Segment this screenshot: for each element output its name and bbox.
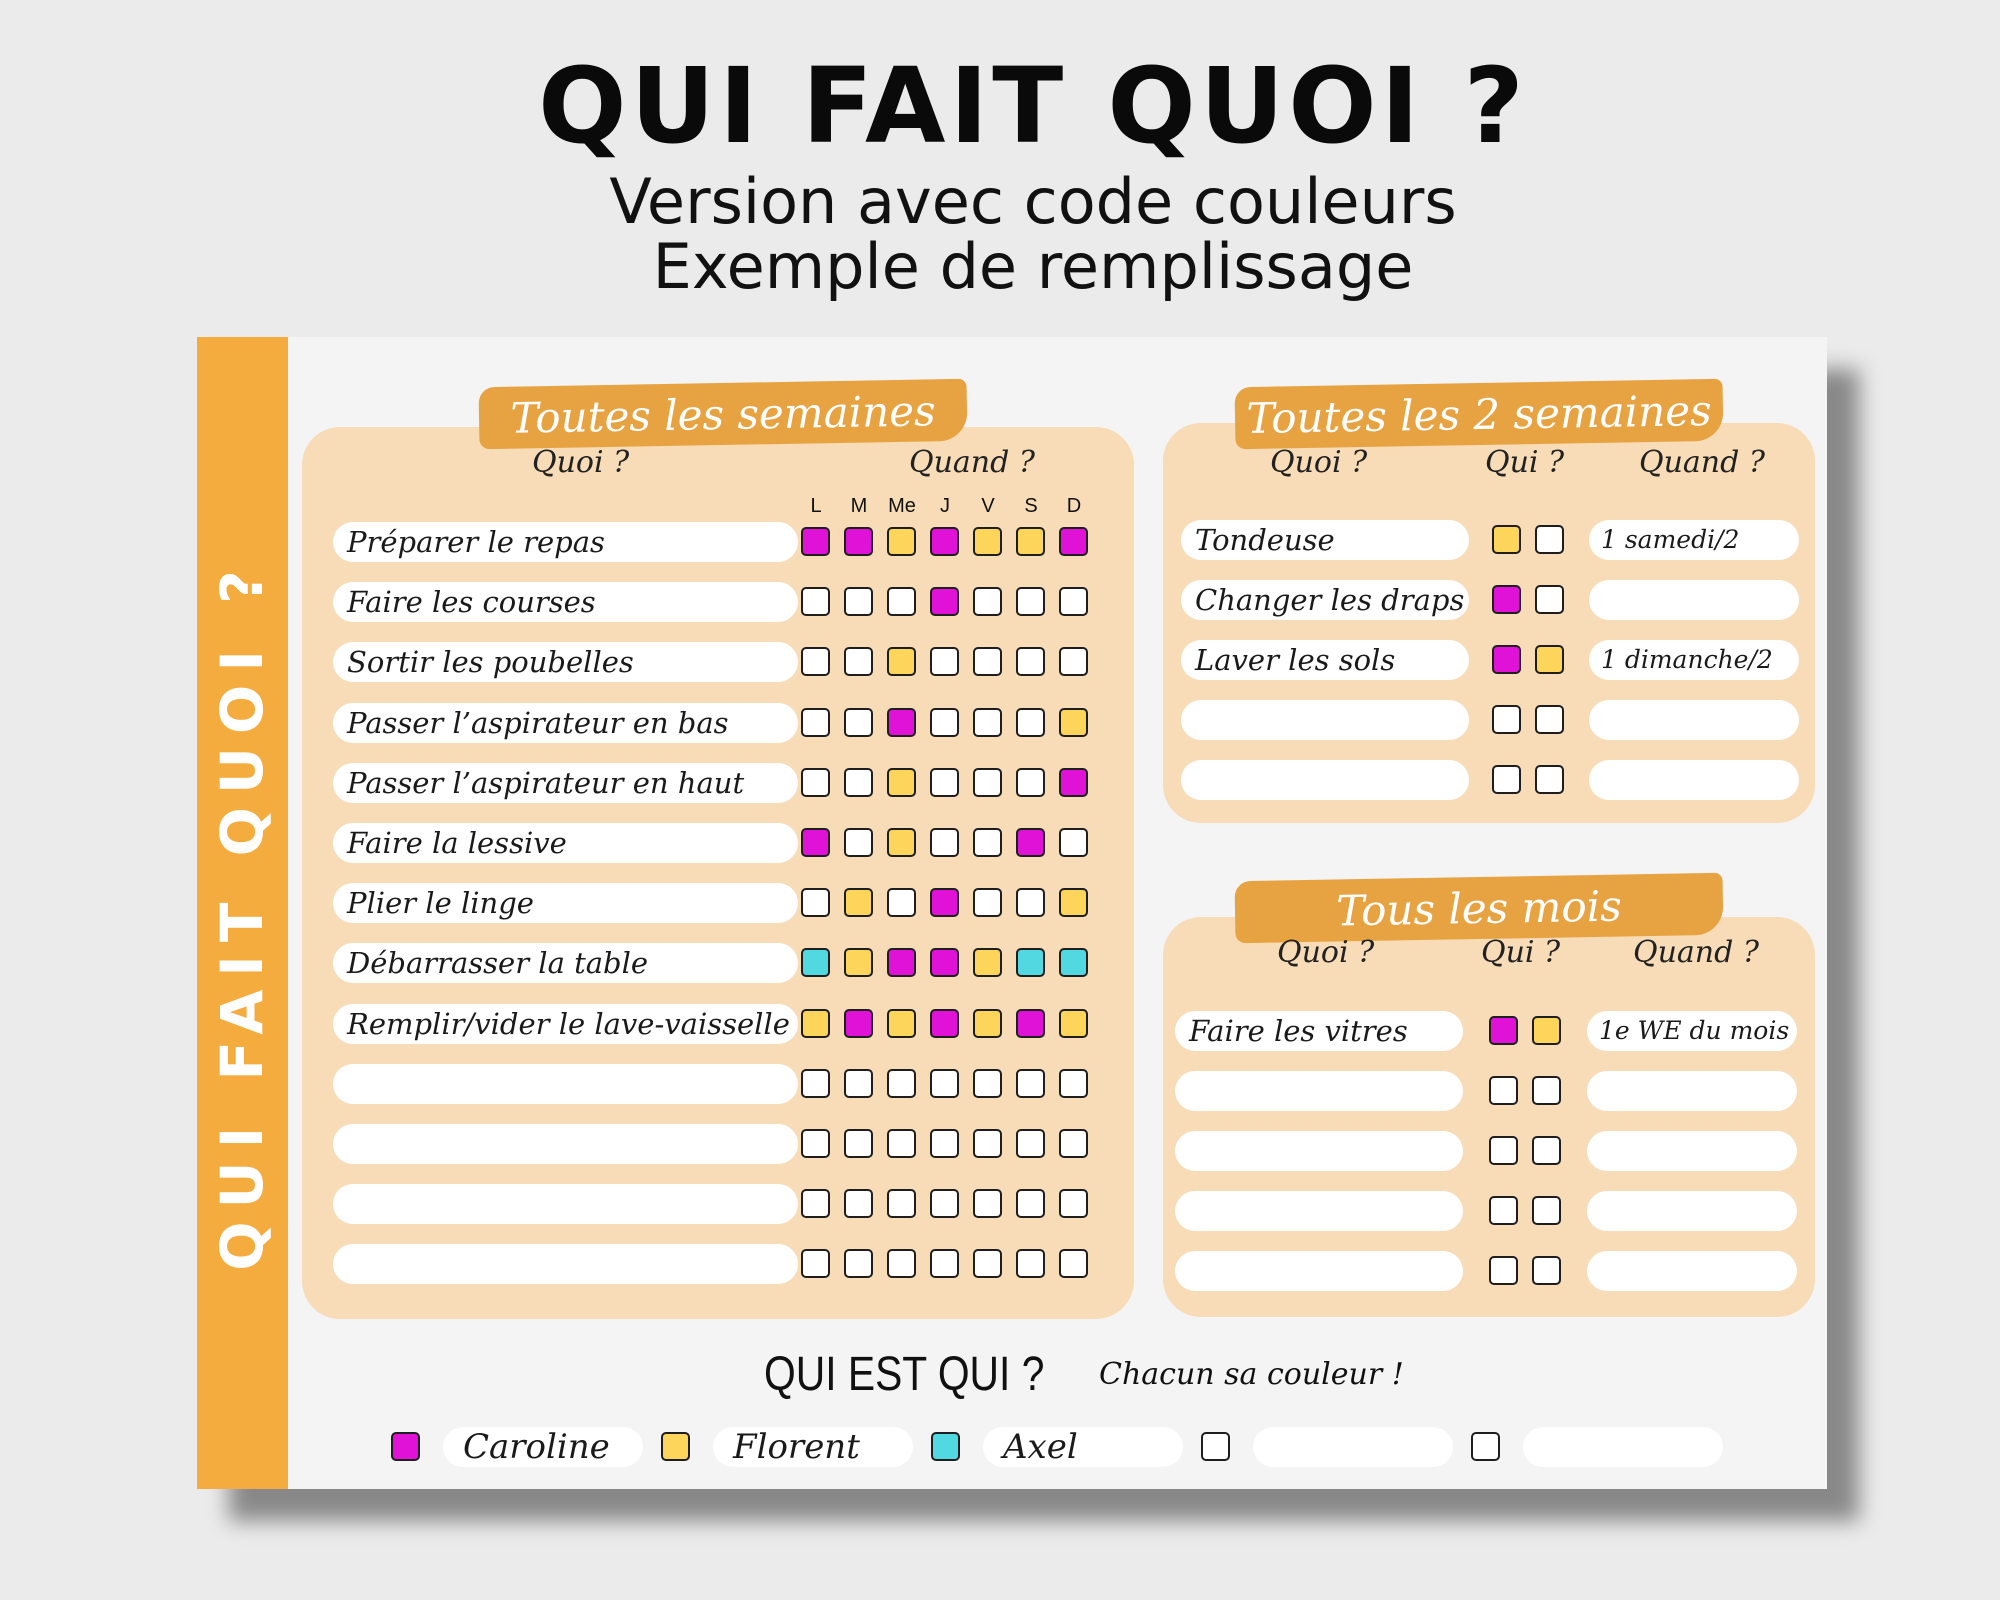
legend-name-field[interactable]: Axel	[983, 1427, 1183, 1467]
weekly-day-checkbox[interactable]	[930, 768, 959, 797]
weekly-task-field[interactable]: Plier le linge	[333, 883, 798, 923]
biweekly-who-checkbox[interactable]	[1535, 585, 1564, 614]
weekly-day-checkbox[interactable]	[973, 1069, 1002, 1098]
weekly-day-checkbox[interactable]	[1016, 1129, 1045, 1158]
monthly-when-field[interactable]	[1587, 1191, 1797, 1231]
weekly-day-checkbox[interactable]	[1016, 888, 1045, 917]
legend-color-swatch[interactable]	[391, 1432, 420, 1461]
weekly-day-checkbox[interactable]	[973, 587, 1002, 616]
monthly-who-checkbox[interactable]	[1489, 1076, 1518, 1105]
weekly-day-checkbox[interactable]	[887, 587, 916, 616]
weekly-day-checkbox[interactable]	[1059, 708, 1088, 737]
legend-title: QUI EST QUI ?	[764, 1348, 1045, 1401]
weekly-day-checkbox[interactable]	[1059, 1189, 1088, 1218]
weekly-day-checkbox[interactable]	[801, 948, 830, 977]
weekly-day-s: S	[1024, 495, 1038, 517]
legend-color-swatch[interactable]	[1471, 1432, 1500, 1461]
weekly-day-checkbox[interactable]	[801, 1069, 830, 1098]
weekly-task-field[interactable]	[333, 1064, 798, 1104]
weekly-day-checkbox[interactable]	[930, 1009, 959, 1038]
subtitle-line-2: Exemple de remplissage	[652, 230, 1414, 303]
weekly-day-checkbox[interactable]	[844, 948, 873, 977]
weekly-day-checkbox[interactable]	[1016, 708, 1045, 737]
weekly-day-checkbox[interactable]	[887, 1129, 916, 1158]
weekly-day-checkbox[interactable]	[887, 1189, 916, 1218]
monthly-task-field[interactable]	[1175, 1191, 1463, 1231]
weekly-day-checkbox[interactable]	[1016, 587, 1045, 616]
weekly-day-checkbox[interactable]	[930, 527, 959, 556]
monthly-who-checkbox[interactable]	[1532, 1256, 1561, 1285]
weekly-day-checkbox[interactable]	[887, 1069, 916, 1098]
biweekly-task-field[interactable]: Laver les sols	[1181, 640, 1469, 680]
weekly-day-checkbox[interactable]	[887, 527, 916, 556]
weekly-day-checkbox[interactable]	[844, 888, 873, 917]
biweekly-task-field[interactable]: Changer les draps	[1181, 580, 1469, 620]
biweekly-when-field[interactable]	[1589, 580, 1799, 620]
weekly-day-checkbox[interactable]	[973, 1249, 1002, 1278]
weekly-task-field[interactable]	[333, 1124, 798, 1164]
weekly-day-checkbox[interactable]	[844, 1189, 873, 1218]
monthly-when-field[interactable]: 1e WE du mois	[1587, 1011, 1797, 1051]
monthly-task-field[interactable]: Faire les vitres	[1175, 1011, 1463, 1051]
weekly-day-checkbox[interactable]	[887, 888, 916, 917]
weekly-day-checkbox[interactable]	[930, 948, 959, 977]
monthly-task-field[interactable]	[1175, 1251, 1463, 1291]
weekly-day-checkbox[interactable]	[801, 1249, 830, 1278]
weekly-day-checkbox[interactable]	[930, 1189, 959, 1218]
monthly-banner: Tous les mois	[1234, 873, 1723, 944]
monthly-who-checkbox[interactable]	[1532, 1016, 1561, 1045]
weekly-task-field[interactable]: Passer l’aspirateur en bas	[333, 703, 798, 743]
weekly-task-field[interactable]: Passer l’aspirateur en haut	[333, 763, 798, 803]
biweekly-who-checkbox[interactable]	[1535, 705, 1564, 734]
weekly-day-checkbox[interactable]	[930, 647, 959, 676]
weekly-task-field[interactable]	[333, 1244, 798, 1284]
weekly-day-checkbox[interactable]	[887, 948, 916, 977]
legend-color-swatch[interactable]	[931, 1432, 960, 1461]
weekly-day-checkbox[interactable]	[1016, 1189, 1045, 1218]
weekly-day-checkbox[interactable]	[801, 768, 830, 797]
weekly-task-field[interactable]: Préparer le repas	[333, 522, 798, 562]
weekly-day-checkbox[interactable]	[973, 708, 1002, 737]
biweekly-when-field[interactable]	[1589, 760, 1799, 800]
monthly-who-checkbox[interactable]	[1489, 1136, 1518, 1165]
chore-chart-card	[197, 337, 1827, 1489]
weekly-task-field[interactable]: Remplir/vider le lave-vaisselle	[333, 1004, 798, 1044]
weekly-col-what: Quoi ?	[532, 445, 630, 480]
weekly-day-checkbox[interactable]	[1016, 647, 1045, 676]
weekly-day-checkbox[interactable]	[973, 647, 1002, 676]
weekly-day-checkbox[interactable]	[1059, 768, 1088, 797]
monthly-who-checkbox[interactable]	[1532, 1196, 1561, 1225]
weekly-day-checkbox[interactable]	[887, 828, 916, 857]
weekly-day-checkbox[interactable]	[1059, 587, 1088, 616]
sidebar	[197, 337, 288, 1489]
weekly-day-checkbox[interactable]	[973, 1189, 1002, 1218]
weekly-day-checkbox[interactable]	[973, 527, 1002, 556]
monthly-col-who: Qui ?	[1481, 935, 1561, 970]
biweekly-col-when: Quand ?	[1639, 445, 1765, 480]
weekly-day-checkbox[interactable]	[1059, 527, 1088, 556]
weekly-day-checkbox[interactable]	[887, 708, 916, 737]
monthly-task-field[interactable]	[1175, 1131, 1463, 1171]
weekly-day-me: Me	[888, 495, 916, 517]
weekly-day-checkbox[interactable]	[1016, 1009, 1045, 1038]
weekly-day-checkbox[interactable]	[1059, 828, 1088, 857]
weekly-day-checkbox[interactable]	[1016, 527, 1045, 556]
monthly-who-checkbox[interactable]	[1532, 1076, 1561, 1105]
monthly-col-when: Quand ?	[1633, 935, 1759, 970]
weekly-day-checkbox[interactable]	[1016, 768, 1045, 797]
weekly-day-checkbox[interactable]	[930, 1129, 959, 1158]
weekly-day-m: M	[850, 495, 868, 517]
weekly-day-checkbox[interactable]	[973, 948, 1002, 977]
biweekly-banner: Toutes les 2 semaines	[1234, 379, 1723, 450]
weekly-day-checkbox[interactable]	[887, 1249, 916, 1278]
weekly-day-checkbox[interactable]	[801, 1009, 830, 1038]
biweekly-task-field[interactable]	[1181, 700, 1469, 740]
weekly-day-checkbox[interactable]	[1016, 948, 1045, 977]
weekly-day-checkbox[interactable]	[973, 1129, 1002, 1158]
weekly-day-checkbox[interactable]	[1016, 1069, 1045, 1098]
weekly-day-v: V	[981, 495, 995, 517]
legend-subtitle: Chacun sa couleur !	[1099, 1357, 1404, 1392]
biweekly-task-field[interactable]	[1181, 760, 1469, 800]
monthly-when-field[interactable]	[1587, 1071, 1797, 1111]
biweekly-who-checkbox[interactable]	[1492, 585, 1521, 614]
weekly-task-field[interactable]: Débarrasser la table	[333, 943, 798, 983]
legend-name-field[interactable]: Caroline	[443, 1427, 643, 1467]
weekly-day-checkbox[interactable]	[973, 1009, 1002, 1038]
weekly-task-field[interactable]: Faire la lessive	[333, 823, 798, 863]
monthly-when-field[interactable]	[1587, 1251, 1797, 1291]
weekly-day-checkbox[interactable]	[801, 708, 830, 737]
weekly-day-d: D	[1066, 495, 1082, 517]
weekly-day-checkbox[interactable]	[930, 888, 959, 917]
monthly-col-what: Quoi ?	[1277, 935, 1375, 970]
weekly-day-checkbox[interactable]	[930, 1249, 959, 1278]
weekly-day-checkbox[interactable]	[1059, 948, 1088, 977]
weekly-day-checkbox[interactable]	[844, 527, 873, 556]
weekly-day-checkbox[interactable]	[844, 1069, 873, 1098]
weekly-day-checkbox[interactable]	[801, 527, 830, 556]
weekly-day-checkbox[interactable]	[887, 647, 916, 676]
biweekly-task-field[interactable]: Tondeuse	[1181, 520, 1469, 560]
legend-color-swatch[interactable]	[661, 1432, 690, 1461]
biweekly-who-checkbox[interactable]	[1535, 765, 1564, 794]
weekly-day-checkbox[interactable]	[844, 1009, 873, 1038]
weekly-day-checkbox[interactable]	[1059, 1129, 1088, 1158]
weekly-task-field[interactable]	[333, 1184, 798, 1224]
weekly-day-checkbox[interactable]	[1059, 888, 1088, 917]
biweekly-who-checkbox[interactable]	[1492, 705, 1521, 734]
weekly-day-checkbox[interactable]	[844, 1249, 873, 1278]
weekly-day-checkbox[interactable]	[973, 828, 1002, 857]
weekly-day-checkbox[interactable]	[801, 1189, 830, 1218]
legend-color-swatch[interactable]	[1201, 1432, 1230, 1461]
sidebar-title: QUI FAIT QUOI ?	[208, 557, 276, 1271]
main-title: QUI FAIT QUOI ?	[538, 45, 1528, 167]
weekly-day-checkbox[interactable]	[1016, 1249, 1045, 1278]
biweekly-who-checkbox[interactable]	[1535, 645, 1564, 674]
weekly-day-checkbox[interactable]	[801, 587, 830, 616]
biweekly-who-checkbox[interactable]	[1535, 525, 1564, 554]
legend-name-field[interactable]: Florent	[713, 1427, 913, 1467]
biweekly-who-checkbox[interactable]	[1492, 645, 1521, 674]
monthly-task-field[interactable]	[1175, 1071, 1463, 1111]
weekly-day-l: L	[810, 495, 822, 517]
weekly-day-checkbox[interactable]	[973, 768, 1002, 797]
weekly-day-j: J	[940, 495, 950, 517]
biweekly-who-checkbox[interactable]	[1492, 525, 1521, 554]
weekly-day-checkbox[interactable]	[1059, 647, 1088, 676]
subtitle-line-1: Version avec code couleurs	[609, 165, 1457, 238]
weekly-day-checkbox[interactable]	[887, 1009, 916, 1038]
monthly-who-checkbox[interactable]	[1489, 1256, 1518, 1285]
weekly-day-checkbox[interactable]	[844, 647, 873, 676]
weekly-day-checkbox[interactable]	[801, 828, 830, 857]
weekly-day-checkbox[interactable]	[1059, 1009, 1088, 1038]
biweekly-who-checkbox[interactable]	[1492, 765, 1521, 794]
weekly-day-checkbox[interactable]	[1059, 1249, 1088, 1278]
weekly-day-checkbox[interactable]	[844, 708, 873, 737]
legend-name-field[interactable]	[1253, 1427, 1453, 1467]
weekly-day-checkbox[interactable]	[801, 888, 830, 917]
weekly-day-checkbox[interactable]	[930, 587, 959, 616]
weekly-task-field[interactable]: Faire les courses	[333, 582, 798, 622]
biweekly-when-field[interactable]	[1589, 700, 1799, 740]
monthly-who-checkbox[interactable]	[1489, 1016, 1518, 1045]
weekly-day-checkbox[interactable]	[973, 888, 1002, 917]
biweekly-col-who: Qui ?	[1485, 445, 1565, 480]
monthly-who-checkbox[interactable]	[1532, 1136, 1561, 1165]
weekly-day-checkbox[interactable]	[930, 708, 959, 737]
weekly-day-checkbox[interactable]	[844, 828, 873, 857]
weekly-day-checkbox[interactable]	[801, 647, 830, 676]
weekly-day-checkbox[interactable]	[844, 1129, 873, 1158]
weekly-day-checkbox[interactable]	[1016, 828, 1045, 857]
weekly-day-checkbox[interactable]	[844, 587, 873, 616]
biweekly-col-what: Quoi ?	[1270, 445, 1368, 480]
weekly-task-field[interactable]: Sortir les poubelles	[333, 642, 798, 682]
biweekly-when-field[interactable]: 1 samedi/2	[1589, 520, 1799, 560]
weekly-col-when: Quand ?	[909, 445, 1035, 480]
weekly-day-checkbox[interactable]	[930, 828, 959, 857]
biweekly-when-field[interactable]: 1 dimanche/2	[1589, 640, 1799, 680]
weekly-day-checkbox[interactable]	[930, 1069, 959, 1098]
weekly-day-checkbox[interactable]	[844, 768, 873, 797]
weekly-banner: Toutes les semaines	[478, 379, 967, 450]
monthly-who-checkbox[interactable]	[1489, 1196, 1518, 1225]
weekly-day-checkbox[interactable]	[801, 1129, 830, 1158]
monthly-when-field[interactable]	[1587, 1131, 1797, 1171]
legend-name-field[interactable]	[1523, 1427, 1723, 1467]
weekly-day-checkbox[interactable]	[887, 768, 916, 797]
weekly-day-checkbox[interactable]	[1059, 1069, 1088, 1098]
